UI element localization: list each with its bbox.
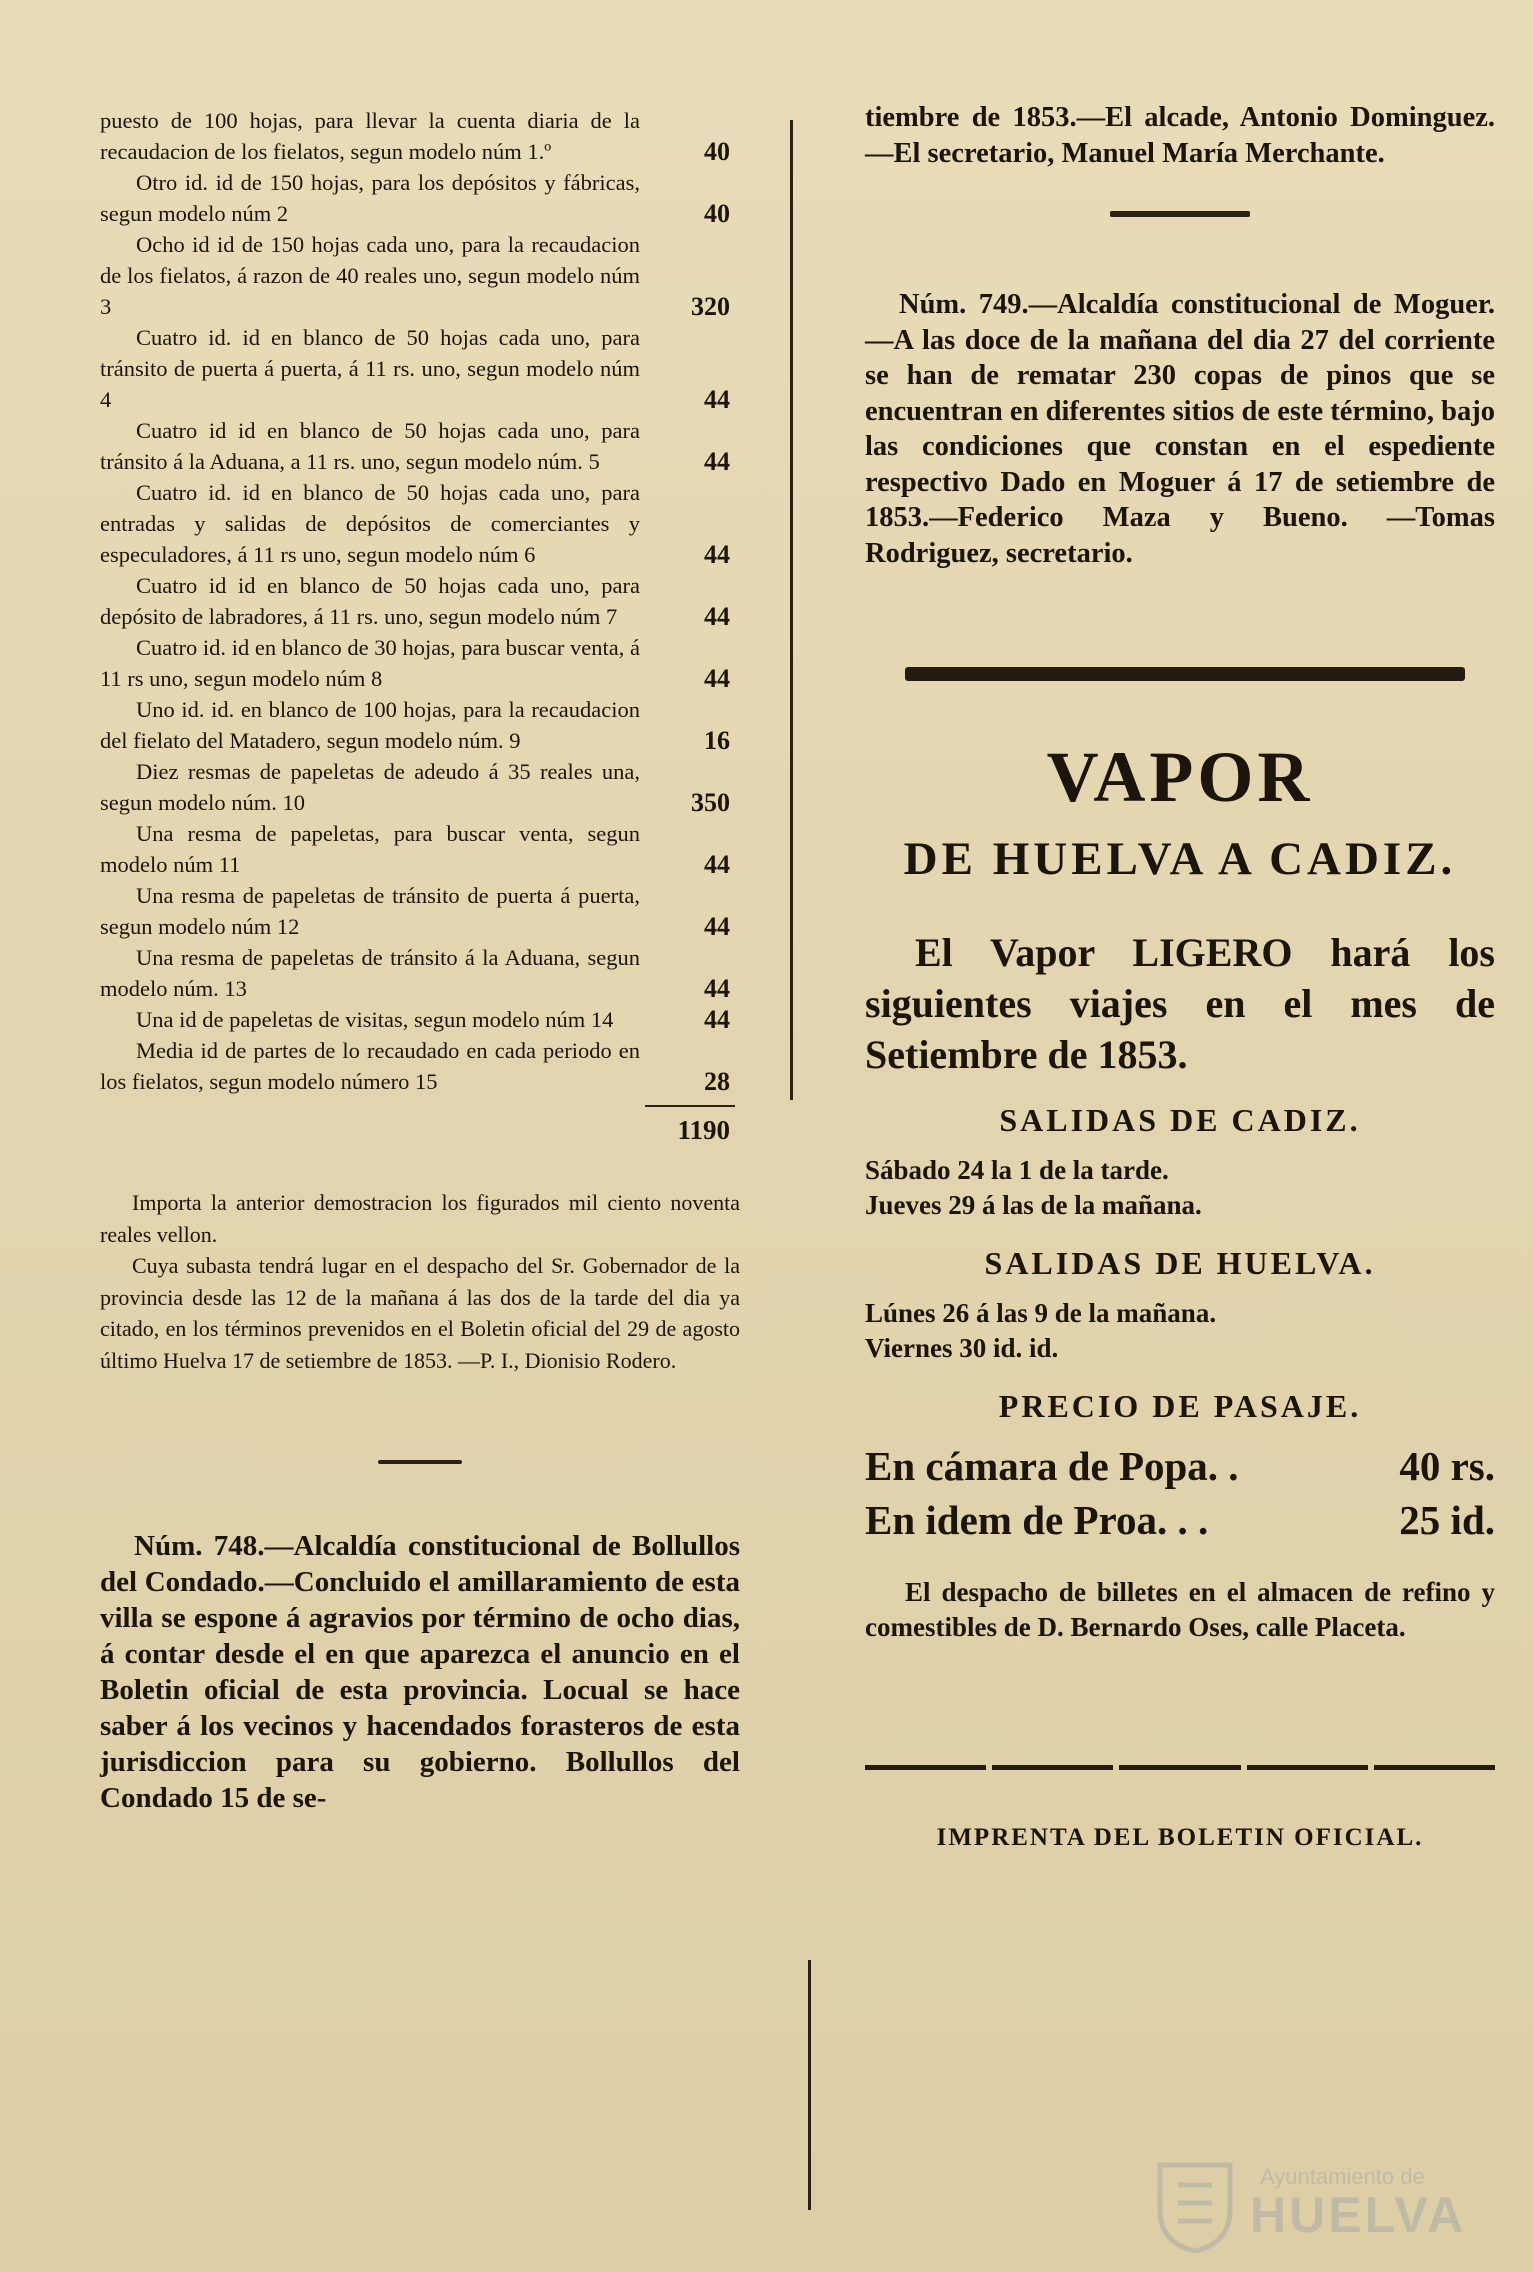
closing-rule <box>865 1765 1495 1770</box>
ledger-item-description: Cuatro id. id en blanco de 30 hojas, para buscar venta, á 11 rs uno, segun modelo núm 8 <box>100 635 640 691</box>
ledger-item-description: Cuatro id id en blanco de 50 hojas cada uno, para depósito de labradores, á 11 rs. uno, segun modelo núm 7 <box>100 573 640 629</box>
ledger-row <box>100 167 740 229</box>
ledger-row <box>100 1035 740 1097</box>
ledger-row <box>100 694 740 756</box>
ledger-total: 1190 <box>677 1115 730 1145</box>
ledger-item-description: Ocho id id de 150 hojas cada uno, para la recaudacion de los fielatos, á razon de 40 reales uno, segun modelo núm 3 <box>100 232 640 319</box>
ledger-row <box>100 1004 740 1035</box>
fare-bow <box>865 1493 1495 1547</box>
ledger-item-amount: 350 <box>691 788 730 817</box>
ledger-item-amount: 28 <box>704 1067 730 1096</box>
ledger-item-description: Cuatro id. id en blanco de 50 hojas cada uno, para entradas y salidas de depósitos de comerciantes y especuladores, á 11 rs uno, segun modelo núm 6 <box>100 480 640 567</box>
section-separator <box>378 1460 462 1464</box>
left-column <box>100 105 740 1816</box>
ledger-item-description: Cuatro id. id en blanco de 50 hojas cada uno, para tránsito de puerta á puerta, á 11 rs. uno, segun modelo núm 4 <box>100 325 640 412</box>
watermark-line-1: Ayuntamiento de <box>1260 2164 1425 2189</box>
ledger-item-description: Cuatro id id en blanco de 50 hojas cada uno, para tránsito á la Aduana, a 11 rs. uno, segun modelo núm. 5 <box>100 418 640 474</box>
ledger-item-description: Otro id. id de 150 hojas, para los depósitos y fábricas, segun modelo núm 2 <box>100 170 640 226</box>
ledger-row <box>100 322 740 415</box>
ledger-row <box>100 415 740 477</box>
watermark-line-2: HUELVA <box>1250 2187 1467 2243</box>
ledger-item-amount: 40 <box>704 137 730 166</box>
ledger-item-description: Una resma de papeletas, para buscar venta, segun modelo núm 11 <box>100 821 640 877</box>
ledger-row <box>100 942 740 1004</box>
ledger-item-amount: 44 <box>704 540 730 569</box>
cadiz-departure-1: Sábado 24 la 1 de la tarde. <box>865 1155 1169 1185</box>
advertisement-rule <box>905 667 1465 681</box>
ledger-item-amount: 44 <box>704 447 730 476</box>
ticket-office: El despacho de billetes en el almacen de refino y comestibles de D. Bernardo Oses, calle Placeta. <box>865 1577 1495 1642</box>
fare-bow-value: 25 id. <box>1399 1497 1495 1543</box>
imprint: IMPRENTA DEL BOLETIN OFICIAL. <box>936 1824 1424 1851</box>
steamer-advertisement <box>865 737 1495 1645</box>
cost-ledger <box>100 105 740 1097</box>
ledger-item-description: Una resma de papeletas de tránsito de puerta á puerta, segun modelo núm 12 <box>100 883 640 939</box>
ledger-row <box>100 632 740 694</box>
ad-route: DE HUELVA A CADIZ. <box>903 833 1457 885</box>
notice-748: Núm. 748.—Alcaldía constitucional de Bollullos del Condado.—Concluido el amillaramiento de esta villa se espone á agravios por término de ocho dias, á contar desde el en que aparezca el anuncio en el Boletin oficial de esta provincia. Locual se hace saber á los vecinos y hacendados forasteros de esta jurisdiccion para su gobierno. Bollullos del Condado 15 de se- <box>100 1530 740 1814</box>
fare-stern-value: 40 rs. <box>1399 1443 1495 1489</box>
ad-title: VAPOR <box>1046 737 1314 817</box>
cadiz-departure-2: Jueves 29 á las de la mañana. <box>865 1190 1202 1220</box>
ledger-item-description: Una resma de papeletas de tránsito á la Aduana, segun modelo núm. 13 <box>100 945 640 1001</box>
column-divider-bottom <box>808 1960 811 2210</box>
ledger-item-description: Media id de partes de lo recaudado en cada periodo en los fielatos, segun modelo número 15 <box>100 1038 640 1094</box>
archive-watermark <box>1120 2150 1500 2260</box>
ledger-item-amount: 320 <box>691 292 730 321</box>
huelva-departure-2: Viernes 30 id. id. <box>865 1333 1059 1363</box>
ad-intro: El Vapor LIGERO hará los siguientes viajes en el mes de Setiembre de 1853. <box>865 930 1495 1077</box>
auction-notice: Cuya subasta tendrá lugar en el despacho del Sr. Gobernador de la provincia desde las 12 de la mañana á las dos de la tarde del dia ya citado, en los términos prevenidos en el Boletin oficial del 29 de agosto último Huelva 17 de setiembre de 1853. —P. I., Dionisio Rodero. <box>100 1253 740 1373</box>
huelva-departure-1: Lúnes 26 á las 9 de la mañana. <box>865 1298 1217 1328</box>
fare-bow-label: En idem de Proa. . . <box>865 1497 1209 1543</box>
ledger-item-description: Uno id. id. en blanco de 100 hojas, para la recaudacion del fielato del Matadero, segun modelo núm. 9 <box>100 697 640 753</box>
cadiz-departures-heading: SALIDAS DE CADIZ. <box>999 1102 1361 1138</box>
ledger-item-amount: 40 <box>704 199 730 228</box>
ledger-item-amount: 44 <box>704 602 730 631</box>
city-seal-icon <box>1150 2155 1240 2255</box>
ledger-row <box>100 570 740 632</box>
ledger-item-amount: 44 <box>704 1005 730 1034</box>
fare-stern-cabin <box>865 1439 1495 1493</box>
ledger-item-amount: 44 <box>704 664 730 693</box>
ledger-item-amount: 44 <box>704 385 730 414</box>
ledger-item-description: Diez resmas de papeletas de adeudo á 35 reales una, segun modelo núm. 10 <box>100 759 640 815</box>
ledger-item-description: Una id de papeletas de visitas, segun modelo núm 14 <box>136 1007 614 1032</box>
ledger-row <box>100 229 740 322</box>
right-column <box>865 100 1495 1852</box>
notice-749: Núm. 749.—Alcaldía constitucional de Moguer.—A las doce de la mañana del dia 27 del corriente se han de rematar 230 copas de pinos que se encuentran en diferentes sitios de este término, bajo las condiciones que constan en el espediente respectivo Dado en Moguer á 17 de setiembre de 1853.—Federico Maza y Bueno. —Tomas Rodriguez, secretario. <box>865 289 1495 569</box>
ledger-item-amount: 44 <box>704 974 730 1003</box>
ledger-row <box>100 477 740 570</box>
ledger-row <box>100 818 740 880</box>
ledger-row <box>100 880 740 942</box>
total-rule <box>645 1105 735 1107</box>
column-divider-top <box>790 120 793 1100</box>
total-statement: Importa la anterior demostracion los figurados mil ciento noventa reales vellon. <box>100 1190 740 1247</box>
fare-heading: PRECIO DE PASAJE. <box>998 1388 1362 1424</box>
ledger-item-amount: 44 <box>704 850 730 879</box>
ledger-item-amount: 16 <box>704 726 730 755</box>
ledger-row <box>100 105 740 167</box>
section-separator-right <box>1110 211 1250 217</box>
huelva-departures-heading: SALIDAS DE HUELVA. <box>984 1245 1376 1281</box>
notice-748-continued: tiembre de 1853.—El alcade, Antonio Dominguez.—El secretario, Manuel María Merchante. <box>865 102 1495 169</box>
fare-stern-label: En cámara de Popa. . <box>865 1443 1239 1489</box>
ledger-item-amount: 44 <box>704 912 730 941</box>
ledger-row <box>100 756 740 818</box>
ledger-item-description: puesto de 100 hojas, para llevar la cuenta diaria de la recaudacion de los fielatos, segun modelo núm 1.º <box>100 108 640 164</box>
